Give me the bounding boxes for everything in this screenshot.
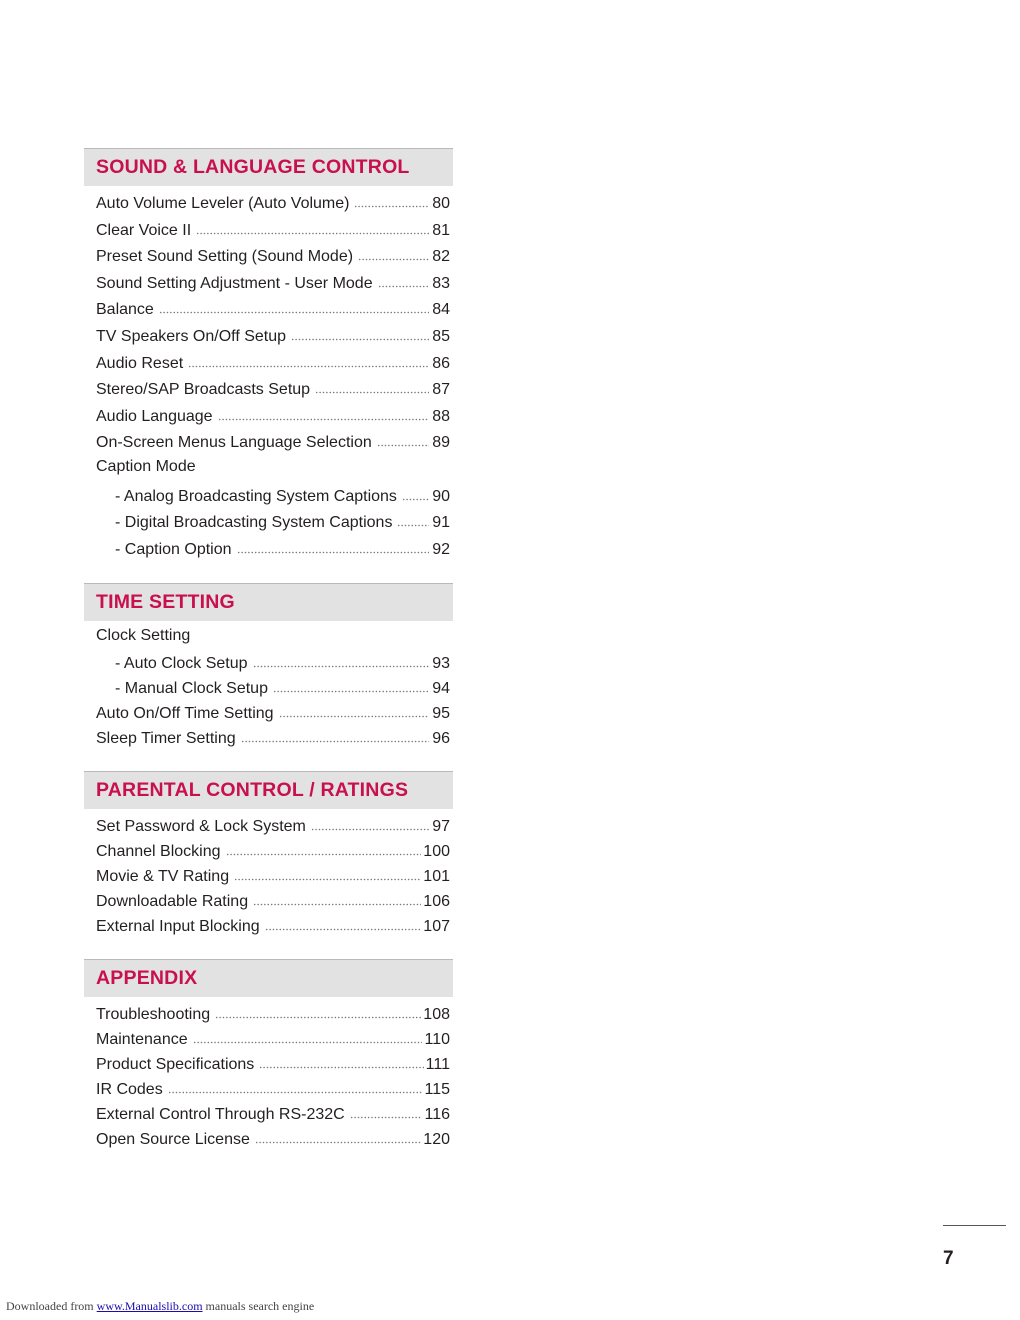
toc-entry-label: IR Codes [96,1081,163,1099]
toc-entry-label: Sound Setting Adjustment - User Mode [96,274,373,292]
toc-entry-page: 90 [432,487,450,505]
toc-entry[interactable] [96,245,450,272]
toc-entry-label: Maintenance [96,1031,188,1049]
dot-leader [193,1028,423,1044]
section-title: APPENDIX [96,967,198,990]
toc-entry-page: 92 [432,540,450,558]
toc-entry-page: 101 [423,868,450,886]
dot-leader [265,915,422,931]
page-number: 7 [943,1248,954,1269]
toc-entry-label: - Auto Clock Setup [115,655,248,673]
toc-entry-page: 100 [423,843,450,861]
toc-subentry[interactable] [96,538,450,565]
toc-entry[interactable] [96,405,450,432]
toc-entry-label: Audio Reset [96,354,184,372]
dot-leader [291,325,429,341]
section-title: TIME SETTING [96,591,235,614]
toc-entry-page: 94 [432,680,450,698]
section-header [84,148,453,186]
toc-entry-page: 110 [424,1031,450,1049]
toc-entry[interactable] [96,1103,450,1128]
dot-leader [315,378,429,394]
toc-entry-label: Audio Language [96,407,213,425]
dot-leader [226,840,422,856]
dot-leader [253,890,421,906]
toc-entry-page: 81 [432,221,450,239]
dot-leader [237,538,429,554]
toc-entry-label: Product Specifications [96,1056,255,1074]
toc-entry-page: 82 [432,248,450,266]
toc-entry-page: 120 [423,1131,450,1149]
table-of-contents [84,148,453,1172]
toc-entry-label: Balance [96,301,154,319]
toc-entry-page: 86 [432,354,450,372]
toc-entry-label: - Caption Option [115,540,232,558]
dot-leader [241,727,429,743]
toc-entry-label: - Analog Broadcasting System Captions [115,487,397,505]
toc-subentry[interactable] [96,677,450,702]
toc-entry-label: Auto On/Off Time Setting [96,705,274,723]
dot-leader [188,352,429,368]
dot-leader [273,677,429,693]
toc-entry[interactable] [96,1003,450,1028]
toc-entry[interactable] [96,298,450,325]
manualslib-link[interactable]: www.Manualslib.com [96,1299,203,1313]
toc-entry-page: 115 [424,1081,450,1099]
toc-section-time-setting [84,583,453,752]
toc-entry-label: Sleep Timer Setting [96,730,236,748]
toc-entry-label: Clock Setting [96,627,191,645]
section-header [84,583,453,621]
dot-leader [397,511,429,527]
toc-entry-page: 93 [432,655,450,673]
toc-entry[interactable] [96,325,450,352]
toc-entry-label: External Input Blocking [96,918,260,936]
dot-leader [259,1053,423,1069]
toc-entry[interactable] [96,192,450,219]
dot-leader [196,219,429,235]
toc-entry-label: Troubleshooting [96,1006,211,1024]
dot-leader [234,865,421,881]
download-footer [6,1299,314,1314]
toc-entry-page: 95 [432,705,450,723]
toc-group-heading [96,627,450,652]
toc-entry[interactable] [96,352,450,379]
toc-entry[interactable] [96,915,450,940]
toc-entry-label: Channel Blocking [96,843,221,861]
toc-entry-label: Caption Mode [96,457,196,475]
dot-leader [402,485,429,501]
toc-entry-page: 91 [432,514,450,532]
toc-subentry[interactable] [96,511,450,538]
toc-entry-page: 106 [423,893,450,911]
toc-entry-page: 87 [432,381,450,399]
toc-entry-label: On-Screen Menus Language Selection [96,434,372,452]
toc-entry-page: 97 [432,818,450,836]
toc-entry-page: 108 [423,1006,450,1024]
toc-entry[interactable] [96,219,450,246]
toc-entry-page: 85 [432,327,450,345]
toc-entries [84,621,453,752]
toc-entry-page: 83 [432,274,450,292]
dot-leader [255,1128,421,1144]
toc-entry[interactable] [96,1053,450,1078]
toc-entry-page: 80 [432,195,450,212]
page-number-rule [943,1225,1006,1226]
dot-leader [377,431,429,447]
toc-entry-label: - Digital Broadcasting System Captions [115,514,393,532]
toc-subentry[interactable] [96,652,450,677]
download-prefix: Downloaded from [6,1299,94,1313]
toc-section-sound-language [84,148,453,564]
section-header [84,959,453,997]
toc-entries [84,809,453,940]
toc-entry-label: Auto Volume Leveler (Auto Volume) [96,195,350,212]
toc-section-parental-control [84,771,453,940]
dot-leader [168,1078,423,1094]
toc-entry[interactable] [96,431,450,458]
toc-entry-page: 89 [432,434,450,452]
toc-group-heading [96,458,450,485]
toc-entry[interactable] [96,1028,450,1053]
toc-entry[interactable] [96,865,450,890]
toc-entry[interactable] [96,890,450,915]
download-suffix: manuals search engine [205,1299,315,1313]
toc-entry-label: External Control Through RS-232C [96,1106,345,1124]
toc-entry-label: Open Source License [96,1131,250,1149]
toc-entry[interactable] [96,378,450,405]
toc-entry-page: 107 [423,918,450,936]
toc-entry-label: Set Password & Lock System [96,818,306,836]
toc-entries [84,997,453,1153]
dot-leader [358,245,429,261]
toc-entry[interactable] [96,702,450,727]
toc-entry-page: 116 [424,1106,450,1124]
toc-entry-label: Downloadable Rating [96,893,249,911]
toc-entry[interactable] [96,727,450,752]
dot-leader [279,702,429,718]
toc-entry-label: Clear Voice II [96,221,192,239]
toc-entry[interactable] [96,1128,450,1153]
section-title: PARENTAL CONTROL / RATINGS [96,779,409,802]
section-header [84,771,453,809]
toc-entry-label: - Manual Clock Setup [115,680,268,698]
toc-entry-page: 84 [432,301,450,319]
toc-entry-label: Stereo/SAP Broadcasts Setup [96,381,311,399]
toc-entry[interactable] [96,272,450,299]
toc-entry[interactable] [96,840,450,865]
dot-leader [378,272,429,288]
toc-entry-label: TV Speakers On/Off Setup [96,327,287,345]
dot-leader [354,192,429,208]
toc-entry-label: Movie & TV Rating [96,868,230,886]
toc-section-appendix [84,959,453,1153]
toc-subentry[interactable] [96,485,450,512]
dot-leader [159,298,429,314]
dot-leader [215,1003,421,1019]
toc-entry[interactable] [96,815,450,840]
toc-entry-page: 96 [432,730,450,748]
toc-entry-label: Preset Sound Setting (Sound Mode) [96,248,354,266]
toc-entries [84,186,453,564]
toc-entry[interactable] [96,1078,450,1103]
dot-leader [311,815,429,831]
toc-entry-page: 88 [432,407,450,425]
dot-leader [253,652,429,668]
section-title: SOUND & LANGUAGE CONTROL [96,156,410,178]
dot-leader [218,405,429,421]
dot-leader [350,1103,423,1119]
toc-entry-page: 111 [425,1056,450,1074]
